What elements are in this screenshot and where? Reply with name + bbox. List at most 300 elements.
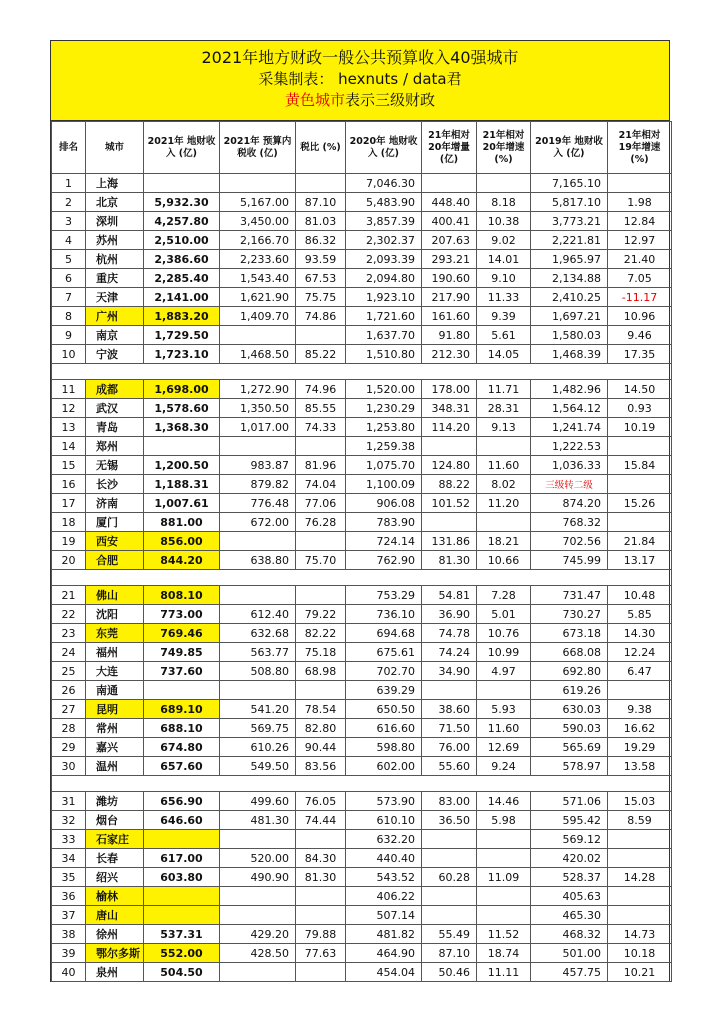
cell-rev20: 639.29: [346, 681, 422, 700]
cell-rev21: 657.60: [144, 757, 220, 776]
cell-rev21: 2,510.00: [144, 231, 220, 250]
cell-rev20: 507.14: [346, 906, 422, 925]
table-header-row: [52, 122, 672, 174]
cell-city: 重庆: [86, 269, 144, 288]
cell-rank: 2: [52, 193, 86, 212]
cell-growth20: 14.46: [477, 792, 531, 811]
cell-rev21: 4,257.80: [144, 212, 220, 231]
cell-growth20: 9.24: [477, 757, 531, 776]
cell-inc: 38.60: [422, 700, 477, 719]
cell-growth19: [608, 475, 672, 494]
cell-rev20: 1,520.00: [346, 380, 422, 399]
cell-rev21: 769.46: [144, 624, 220, 643]
cell-rev20: 440.40: [346, 849, 422, 868]
cell-growth19: 14.28: [608, 868, 672, 887]
cell-ratio: 82.22: [296, 624, 346, 643]
cell-growth20: 10.66: [477, 551, 531, 570]
cell-rank: 32: [52, 811, 86, 830]
cell-ratio: [296, 681, 346, 700]
cell-rev21: 646.60: [144, 811, 220, 830]
cell-growth19: [608, 887, 672, 906]
table-row: [52, 513, 672, 532]
cell-growth20: [477, 906, 531, 925]
cell-growth19: 7.05: [608, 269, 672, 288]
cell-rank: 34: [52, 849, 86, 868]
cell-rank: 15: [52, 456, 86, 475]
cell-rev20: 762.90: [346, 551, 422, 570]
cell-rev21: [144, 906, 220, 925]
table-row: [52, 437, 672, 456]
cell-city: 济南: [86, 494, 144, 513]
cell-city: 厦门: [86, 513, 144, 532]
cell-inc: 71.50: [422, 719, 477, 738]
cell-city: 青岛: [86, 418, 144, 437]
cell-tax21: 490.90: [220, 868, 296, 887]
cell-rank: 1: [52, 174, 86, 193]
table-row: [52, 193, 672, 212]
cell-rev19: 1,222.53: [531, 437, 608, 456]
cell-ratio: 87.10: [296, 193, 346, 212]
column-header: 税比 (%): [296, 122, 346, 174]
table-row: [52, 399, 672, 418]
cell-rank: 39: [52, 944, 86, 963]
cell-ratio: 75.70: [296, 551, 346, 570]
cell-rev20: 736.10: [346, 605, 422, 624]
cell-ratio: 75.18: [296, 643, 346, 662]
cell-growth19: 9.46: [608, 326, 672, 345]
cell-inc: 88.22: [422, 475, 477, 494]
cell-inc: [422, 887, 477, 906]
cell-city: 昆明: [86, 700, 144, 719]
cell-rev19: 2,221.81: [531, 231, 608, 250]
cell-growth19: 12.97: [608, 231, 672, 250]
cell-growth20: 5.01: [477, 605, 531, 624]
cell-rev20: 616.60: [346, 719, 422, 738]
cell-growth19: 1.98: [608, 193, 672, 212]
table-row: [52, 456, 672, 475]
cell-ratio: 90.44: [296, 738, 346, 757]
cell-inc: 114.20: [422, 418, 477, 437]
cell-rev20: 1,637.70: [346, 326, 422, 345]
cell-rev21: [144, 437, 220, 456]
cell-rev21: 5,932.30: [144, 193, 220, 212]
column-header: 排名: [52, 122, 86, 174]
cell-growth19: [608, 681, 672, 700]
cell-growth19: [608, 830, 672, 849]
cell-ratio: [296, 437, 346, 456]
cell-tax21: 1,350.50: [220, 399, 296, 418]
cell-city: 烟台: [86, 811, 144, 830]
cell-growth20: 11.60: [477, 456, 531, 475]
cell-rev19: 501.00: [531, 944, 608, 963]
cell-rev20: 1,230.29: [346, 399, 422, 418]
cell-growth20: 14.05: [477, 345, 531, 364]
cell-rev19: 1,468.39: [531, 345, 608, 364]
column-header: 21年相对 20年增速 (%): [477, 122, 531, 174]
cell-rank: 8: [52, 307, 86, 326]
cell-tax21: 481.30: [220, 811, 296, 830]
cell-rank: 35: [52, 868, 86, 887]
table-row: [52, 345, 672, 364]
cell-growth20: 11.71: [477, 380, 531, 399]
cell-growth19: 5.85: [608, 605, 672, 624]
cell-ratio: [296, 586, 346, 605]
cell-growth19: [608, 437, 672, 456]
cell-ratio: 67.53: [296, 269, 346, 288]
cell-rev21: 617.00: [144, 849, 220, 868]
cell-ratio: 81.03: [296, 212, 346, 231]
cell-growth19: 16.62: [608, 719, 672, 738]
cell-rev20: 783.90: [346, 513, 422, 532]
cell-growth20: 9.02: [477, 231, 531, 250]
cell-rev21: 1,188.31: [144, 475, 220, 494]
cell-growth19: [608, 513, 672, 532]
cell-inc: 81.30: [422, 551, 477, 570]
cell-ratio: 76.05: [296, 792, 346, 811]
cell-city: 长春: [86, 849, 144, 868]
cell-rank: 16: [52, 475, 86, 494]
cell-city: 绍兴: [86, 868, 144, 887]
cell-inc: 293.21: [422, 250, 477, 269]
cell-growth20: 11.20: [477, 494, 531, 513]
cell-rank: 9: [52, 326, 86, 345]
separator-cell: [52, 570, 672, 586]
cell-tax21: [220, 906, 296, 925]
table-row: [52, 700, 672, 719]
cell-inc: 124.80: [422, 456, 477, 475]
table-row: [52, 494, 672, 513]
cell-inc: 76.00: [422, 738, 477, 757]
cell-city: 南京: [86, 326, 144, 345]
cell-growth19: 0.93: [608, 399, 672, 418]
cell-tax21: 983.87: [220, 456, 296, 475]
cell-growth19: [608, 849, 672, 868]
cell-growth20: 9.13: [477, 418, 531, 437]
column-header: 2021年 预算内税收 (亿): [220, 122, 296, 174]
cell-tax21: 428.50: [220, 944, 296, 963]
cell-rank: 20: [52, 551, 86, 570]
table-row: [52, 269, 672, 288]
group-separator-row: [52, 776, 672, 792]
cell-rev21: 844.20: [144, 551, 220, 570]
title-block: [51, 41, 669, 121]
cell-tax21: 541.20: [220, 700, 296, 719]
cell-rank: 4: [52, 231, 86, 250]
cell-rev19: 1,564.12: [531, 399, 608, 418]
table-row: [52, 792, 672, 811]
cell-rev20: 5,483.90: [346, 193, 422, 212]
cell-rank: 30: [52, 757, 86, 776]
cell-tax21: 672.00: [220, 513, 296, 532]
cell-city: 南通: [86, 681, 144, 700]
cell-inc: [422, 830, 477, 849]
cell-ratio: 76.28: [296, 513, 346, 532]
cell-rev21: 749.85: [144, 643, 220, 662]
cell-rev19: 1,482.96: [531, 380, 608, 399]
cell-inc: 55.49: [422, 925, 477, 944]
cell-city: 上海: [86, 174, 144, 193]
cell-tax21: 776.48: [220, 494, 296, 513]
cell-rank: 24: [52, 643, 86, 662]
cell-rev21: 537.31: [144, 925, 220, 944]
sheet-author: 采集制表： hexnuts / data君: [258, 70, 462, 88]
table-row: [52, 681, 672, 700]
table-row: [52, 811, 672, 830]
cell-rev20: 406.22: [346, 887, 422, 906]
cell-tax21: 1,272.90: [220, 380, 296, 399]
cell-rev21: 856.00: [144, 532, 220, 551]
cell-ratio: 75.75: [296, 288, 346, 307]
cell-rank: 19: [52, 532, 86, 551]
cell-city: 常州: [86, 719, 144, 738]
cell-rev19: 619.26: [531, 681, 608, 700]
cell-rev19: 5,817.10: [531, 193, 608, 212]
table-row: [52, 906, 672, 925]
cell-rank: 6: [52, 269, 86, 288]
cell-rank: 29: [52, 738, 86, 757]
cell-rev19: 569.12: [531, 830, 608, 849]
cell-growth20: 7.28: [477, 586, 531, 605]
cell-tax21: [220, 174, 296, 193]
cell-rev19: 468.32: [531, 925, 608, 944]
cell-inc: 36.50: [422, 811, 477, 830]
cell-rev20: 2,302.37: [346, 231, 422, 250]
cell-rev21: [144, 174, 220, 193]
cell-growth20: [477, 437, 531, 456]
table-row: [52, 719, 672, 738]
cell-city: 石家庄: [86, 830, 144, 849]
table-row: [52, 887, 672, 906]
cell-city: 沈阳: [86, 605, 144, 624]
cell-rev20: 753.29: [346, 586, 422, 605]
cell-growth20: [477, 174, 531, 193]
cell-city: 苏州: [86, 231, 144, 250]
table-row: [52, 231, 672, 250]
cell-growth20: [477, 887, 531, 906]
cell-ratio: [296, 326, 346, 345]
cell-rev20: 675.61: [346, 643, 422, 662]
cell-rank: 5: [52, 250, 86, 269]
cell-inc: 91.80: [422, 326, 477, 345]
cell-rev20: 602.00: [346, 757, 422, 776]
cell-rank: 21: [52, 586, 86, 605]
cell-city: 杭州: [86, 250, 144, 269]
cell-tax21: 508.80: [220, 662, 296, 681]
cell-tax21: [220, 437, 296, 456]
cell-inc: 161.60: [422, 307, 477, 326]
cell-rev19: 1,965.97: [531, 250, 608, 269]
cell-rev21: 656.90: [144, 792, 220, 811]
cell-rev21: 2,285.40: [144, 269, 220, 288]
cell-growth20: 10.99: [477, 643, 531, 662]
cell-rev20: 2,094.80: [346, 269, 422, 288]
cell-rank: 26: [52, 681, 86, 700]
cell-tax21: 1,543.40: [220, 269, 296, 288]
table-row: [52, 418, 672, 437]
table-row: [52, 963, 672, 982]
cell-growth20: 11.11: [477, 963, 531, 982]
cell-growth19: 10.96: [608, 307, 672, 326]
cell-rev20: 724.14: [346, 532, 422, 551]
table-row: [52, 605, 672, 624]
cell-ratio: 74.96: [296, 380, 346, 399]
cell-growth19: -11.17: [608, 288, 672, 307]
cell-rev21: 1,723.10: [144, 345, 220, 364]
cell-tax21: [220, 963, 296, 982]
column-header: 21年相对 20年增量 (亿): [422, 122, 477, 174]
cell-city: 东莞: [86, 624, 144, 643]
cell-rev21: 1,007.61: [144, 494, 220, 513]
cell-growth20: 9.39: [477, 307, 531, 326]
cell-growth20: [477, 830, 531, 849]
cell-rev21: 1,883.20: [144, 307, 220, 326]
cell-ratio: 79.22: [296, 605, 346, 624]
cell-rev21: 1,368.30: [144, 418, 220, 437]
cell-city: 嘉兴: [86, 738, 144, 757]
table-row: [52, 624, 672, 643]
cell-growth19: [608, 174, 672, 193]
cell-rev19: 3,773.21: [531, 212, 608, 231]
cell-ratio: 85.22: [296, 345, 346, 364]
cell-inc: 60.28: [422, 868, 477, 887]
cell-ratio: 86.32: [296, 231, 346, 250]
cell-city: 广州: [86, 307, 144, 326]
cell-growth20: 10.76: [477, 624, 531, 643]
cell-rev20: 610.10: [346, 811, 422, 830]
separator-cell: [52, 364, 672, 380]
cell-rev19: 571.06: [531, 792, 608, 811]
cell-rev21: 552.00: [144, 944, 220, 963]
cell-rank: 25: [52, 662, 86, 681]
cell-city: 成都: [86, 380, 144, 399]
table-row: [52, 757, 672, 776]
cell-growth20: 5.98: [477, 811, 531, 830]
cell-inc: 101.52: [422, 494, 477, 513]
cell-growth19: 12.84: [608, 212, 672, 231]
table-row: [52, 551, 672, 570]
cell-rev19: 578.97: [531, 757, 608, 776]
cell-inc: [422, 174, 477, 193]
cell-tax21: 520.00: [220, 849, 296, 868]
cell-rev19: 745.99: [531, 551, 608, 570]
cell-rev20: 906.08: [346, 494, 422, 513]
cell-tax21: [220, 887, 296, 906]
cell-growth19: 10.48: [608, 586, 672, 605]
cell-rev19: 692.80: [531, 662, 608, 681]
cell-rev21: 674.80: [144, 738, 220, 757]
table-row: [52, 925, 672, 944]
cell-rev20: 1,721.60: [346, 307, 422, 326]
table-row: [52, 307, 672, 326]
cell-growth19: 17.35: [608, 345, 672, 364]
table-row: [52, 868, 672, 887]
cell-growth19: 21.84: [608, 532, 672, 551]
cell-tax21: [220, 830, 296, 849]
cell-rev19: 465.30: [531, 906, 608, 925]
cell-rev20: 464.90: [346, 944, 422, 963]
cell-growth19: 15.03: [608, 792, 672, 811]
cell-rev19: 三级转二级: [531, 475, 608, 494]
cell-rev19: 1,580.03: [531, 326, 608, 345]
cell-tax21: 1,621.90: [220, 288, 296, 307]
table-row: [52, 830, 672, 849]
column-header: 2019年 地财收入 (亿): [531, 122, 608, 174]
cell-rev20: 1,100.09: [346, 475, 422, 494]
cell-growth20: 18.74: [477, 944, 531, 963]
cell-growth20: 14.01: [477, 250, 531, 269]
cell-rev21: 737.60: [144, 662, 220, 681]
cell-rev19: 405.63: [531, 887, 608, 906]
cell-rev21: 688.10: [144, 719, 220, 738]
cell-rank: 3: [52, 212, 86, 231]
table-row: [52, 250, 672, 269]
cell-inc: 178.00: [422, 380, 477, 399]
cell-rev19: 7,165.10: [531, 174, 608, 193]
cell-rank: 11: [52, 380, 86, 399]
cell-city: 泉州: [86, 963, 144, 982]
cell-growth20: 4.97: [477, 662, 531, 681]
cell-rev20: 1,923.10: [346, 288, 422, 307]
cell-rev19: 457.75: [531, 963, 608, 982]
cell-growth19: 21.40: [608, 250, 672, 269]
cell-rev19: 565.69: [531, 738, 608, 757]
cell-tax21: 2,166.70: [220, 231, 296, 250]
cell-rev19: 2,410.25: [531, 288, 608, 307]
legend-highlight-text: 黄色城市: [284, 91, 345, 109]
cell-rank: 23: [52, 624, 86, 643]
cell-growth20: 28.31: [477, 399, 531, 418]
cell-ratio: 74.86: [296, 307, 346, 326]
cell-inc: 50.46: [422, 963, 477, 982]
cell-rank: 31: [52, 792, 86, 811]
cell-tax21: 3,450.00: [220, 212, 296, 231]
cell-tax21: [220, 532, 296, 551]
cell-rank: 22: [52, 605, 86, 624]
cell-rev19: 595.42: [531, 811, 608, 830]
cell-rev21: 689.10: [144, 700, 220, 719]
cell-rev21: 603.80: [144, 868, 220, 887]
cell-city: 深圳: [86, 212, 144, 231]
cell-tax21: 1,409.70: [220, 307, 296, 326]
cell-inc: 207.63: [422, 231, 477, 250]
column-header: 2020年 地财收入 (亿): [346, 122, 422, 174]
cell-growth19: 15.26: [608, 494, 672, 513]
cell-rank: 36: [52, 887, 86, 906]
cell-rank: 14: [52, 437, 86, 456]
cell-ratio: 84.30: [296, 849, 346, 868]
cell-city: 潍坊: [86, 792, 144, 811]
table-row: [52, 643, 672, 662]
cell-ratio: [296, 174, 346, 193]
cell-city: 宁波: [86, 345, 144, 364]
cell-rank: 13: [52, 418, 86, 437]
cell-rev21: 1,578.60: [144, 399, 220, 418]
cell-rev21: 2,386.60: [144, 250, 220, 269]
cell-city: 西安: [86, 532, 144, 551]
cell-growth19: 14.30: [608, 624, 672, 643]
cell-growth19: 15.84: [608, 456, 672, 475]
cell-city: 鄂尔多斯: [86, 944, 144, 963]
cell-rev20: 2,093.39: [346, 250, 422, 269]
table-row: [52, 532, 672, 551]
cell-growth19: 10.18: [608, 944, 672, 963]
cell-rev21: 808.10: [144, 586, 220, 605]
cell-rev21: 1,729.50: [144, 326, 220, 345]
cell-inc: 36.90: [422, 605, 477, 624]
cell-ratio: 74.44: [296, 811, 346, 830]
cell-growth20: [477, 849, 531, 868]
cell-rev21: 881.00: [144, 513, 220, 532]
